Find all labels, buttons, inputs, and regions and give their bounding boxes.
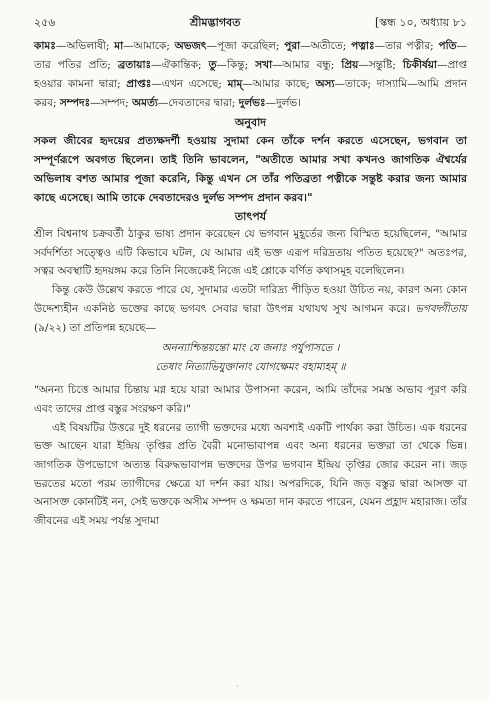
purport-paragraph: [34, 281, 467, 337]
gloss-meaning: —আমার কাছে;: [242, 78, 316, 90]
verse-line: অনন্যাশ্চিন্তয়ন্তো মাং যে জনাঃ পর্যুপাসতে ।: [161, 342, 340, 355]
gloss-word: অমর্ত্য: [132, 97, 158, 109]
gloss-word: দুর্লভঃ: [238, 97, 266, 109]
gloss-meaning: —পূজা করেছিল;: [206, 40, 285, 52]
purport-body: [34, 225, 467, 531]
gloss-word: কামঃ: [34, 40, 56, 52]
translation-text: সকল জীবের হৃদয়ের প্রত্যক্ষদর্শী হওয়ায় সুদামা কেন তাঁকে দর্শন করতে এসেছেন, ভগবান তা সম্পূর্ণরূপে অবগত ছিলেন। তাই তিনি ভাবলেন, "অতীতে আমার সখা কখনও জাগতিক ঐশ্বর্যের অভিলাষ বশত আমার পূজা করেনি, কিন্তু এখন সে তাঁর পতিব্রতা পত্নীকে সন্তুষ্ট করার জন্য আমার কাছে এসেছে। আমি তাকে দেবতাদেরও দুর্লভ সম্পদ প্রদান করব।": [34, 134, 467, 204]
gloss-word: মাম্: [227, 78, 243, 90]
gloss-meaning: —তার পত্নীর;: [374, 40, 439, 52]
purport-paragraph: শ্রীল বিশ্বনাথ চক্রবর্তী ঠাকুর ভাষ্য প্রদান করেছেন যে ভগবান মুহূর্তের জন্য বিস্মিত হয়েছিলেন, "আমার সর্বদর্শিতা সত্ত্বেও এটি কিভাবে ঘটল, যে আমার এই ভক্ত এরূপ দরিদ্রতায় পতিত হয়েছে?" অতঃপর, সত্বর অবস্থাটি হৃদয়ঙ্গম করে তিনি নিজেকেই নিজে এই শ্লোকে বর্ণিত কথাসমূহ বলেছিলেন।: [34, 228, 467, 278]
gloss-word: ব্রতায়াঃ: [117, 59, 152, 71]
footer-mark: ·: [236, 682, 239, 692]
gloss-meaning: —আমার বন্ধু;: [272, 59, 342, 71]
gloss-meaning: —অতীতে;: [300, 40, 352, 52]
gloss-meaning: —সম্পদ;: [90, 97, 133, 109]
gloss-word: অস্য: [315, 78, 335, 90]
section-reference: [স্কন্ধ ১০, অধ্যায় ৮১: [374, 16, 467, 29]
gloss-word: সম্পদঃ: [59, 97, 91, 109]
gloss-word: পতি: [438, 40, 457, 52]
gloss-word: পত্নাঃ: [351, 40, 375, 52]
gloss-meaning: —দেবতাদের দ্বারা;: [157, 97, 239, 109]
gloss-meaning: —আমাকে;: [123, 40, 175, 52]
verse-translation: "অনন্য চিত্তে আমার চিন্তায় মগ্ন হয়ে যারা আমার উপাসনা করেন, আমি তাঁদের সমস্ত অভাব পূরণ করি এবং তাদের প্রাপ্ত বস্তুর সংরক্ষণ করি।": [34, 384, 467, 415]
purport-paragraph-text: কিন্তু কেউ উল্লেখ করতে পারে যে, সুদামার এতটা দারিদ্র্য পীড়িত হওয়া উচিত নয়, কারণ অন্য কোন উদ্দেশ্যহীন একনিষ্ঠ ভক্তের কাছে ভগবৎ সেবার দ্বারা উৎপন্ন যথাযথ সুখ আগমন করে।: [34, 284, 467, 315]
translation-heading: অনুবাদ: [234, 116, 267, 129]
gloss-meaning: —এখন এসেছে;: [151, 78, 228, 90]
gloss-word: প্রাপ্তঃ: [126, 78, 152, 90]
verse-line: তেষাং নিত্যাভিযুক্তানাং যোগক্ষেমং বহাম্যহম্ ॥: [155, 361, 346, 374]
purport-paragraph-text: (৯/২২) তা প্রতিপন্ন হয়েছে—: [34, 321, 156, 334]
gloss-meaning: —দুর্লভ।: [265, 97, 301, 109]
gloss-meaning: —প্রাপ্ত হওয়ার কামনা দ্বারা;: [34, 59, 467, 90]
purport-paragraph: এই বিষয়টির উত্তরে দুই ধরনের ত্যাগী ভক্তদের মধ্যে অবশ্যই একটি পার্থক্য করা উচিত। এক ধরনের ভক্ত আছেন যারা ইন্দ্রিয় তৃপ্তির প্রতি বৈরী মনোভাবাপন্ন এবং অন্য ধরনের ভক্তরা তা থেকে ভিন্ন। জাগতিক উপভোগে অত্যন্ত বিরুদ্ধভাবাপন্ন ভক্তদের উপর ভগবান ইন্দ্রিয় তৃপ্তির জোর করেন না। জড় ভরতের মতো পরম ত্যাগীদের ক্ষেত্রে যা দর্শন করা যায়। অপরদিকে, যিনি জড় বস্তুর দ্বারা আসক্ত বা অনাসক্ত কোনটিই নন, সেই ভক্তকে অসীম সম্পদ ও ক্ষমতা দান করতে পারেন, যেমন প্রহ্লাদ মহারাজ। তাঁর জীবনের এই সময় পর্যন্ত সুদামা: [34, 421, 467, 528]
purport-heading: তাৎপর্য: [234, 210, 267, 223]
gloss-word: সখা: [255, 59, 273, 71]
scripture-reference: ভগবদ্গীতায়: [415, 302, 467, 315]
running-header: [34, 14, 467, 33]
gloss-meaning: —তার পতির প্রতি;: [34, 40, 467, 71]
quoted-verse: [34, 339, 467, 377]
gloss-word: প্রিয়: [341, 59, 359, 71]
gloss-word: পুরা: [284, 40, 301, 52]
gloss-word: মা: [114, 40, 124, 52]
word-for-word-gloss: [34, 37, 467, 113]
gloss-meaning: —ঐকান্তিক;: [151, 59, 209, 71]
gloss-meaning: —সন্তুষ্টি;: [358, 59, 403, 71]
gloss-meaning: —অভিলাষী;: [55, 40, 115, 52]
page-number: ২৫৬: [34, 16, 56, 29]
gloss-word: অভজৎ: [174, 40, 207, 52]
gloss-word: চিকীর্ষয়া: [402, 59, 437, 71]
gloss-word: তু: [208, 59, 217, 71]
gloss-meaning: —তাকে; দাস্যামি—আমি প্রদান করব;: [34, 78, 467, 109]
book-title: শ্রীমদ্ভাগবত: [189, 16, 241, 29]
gloss-meaning: —কিন্তু;: [216, 59, 256, 71]
